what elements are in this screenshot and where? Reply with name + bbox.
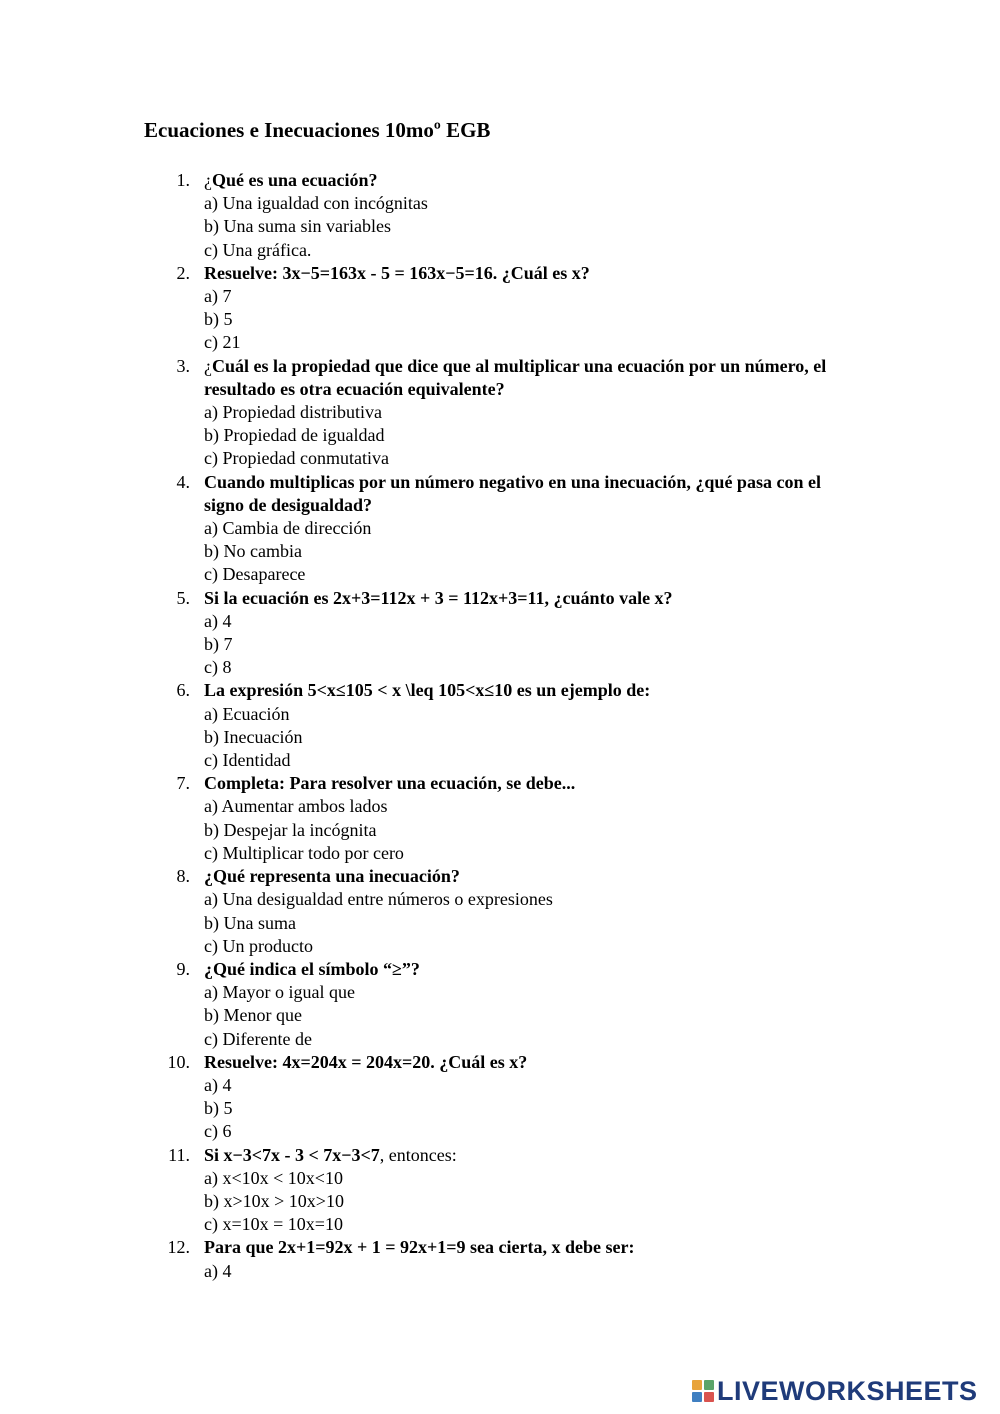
answer-option: b) No cambia (204, 541, 302, 562)
question-item (0, 587, 1000, 680)
answer-option: b) 5 (204, 1098, 233, 1119)
question-body: ¿Qué indica el símbolo “≥”? (204, 958, 420, 979)
question-number: 7. (176, 773, 190, 794)
answer-option: a) Propiedad distributiva (204, 402, 382, 423)
answer-option: b) Inecuación (204, 726, 303, 747)
question-number: 6. (176, 680, 190, 701)
question-number: 1. (176, 170, 190, 190)
question-text (204, 471, 844, 517)
question-body: La expresión 5<x≤105 < x \leq 105<x≤10 es un ejemplo de: (204, 680, 651, 701)
answer-option: b) 5 (204, 309, 233, 330)
question-text (204, 355, 844, 401)
question-number: 9. (176, 958, 190, 979)
question-body: Resuelve: 3x−5=163x - 5 = 163x−5=16. ¿Cuál es x? (204, 262, 590, 283)
answer-option: c) Identidad (204, 750, 291, 771)
question-suffix: , entonces: (379, 1144, 457, 1165)
answer-option: b) Propiedad de igualdad (204, 425, 385, 446)
question-body: Cuando multiplicas por un número negativo en una inecuación, ¿qué pasa con el signo de desigualdad? (204, 471, 821, 515)
liveworksheets-logo-icon (692, 1380, 714, 1402)
question-text (204, 772, 844, 795)
answer-option: c) Desaparece (204, 564, 306, 585)
answer-option: c) Multiplicar todo por cero (204, 842, 404, 863)
answer-option: a) 4 (204, 1260, 232, 1281)
question-number: 4. (176, 471, 190, 492)
question-text (204, 1051, 844, 1074)
answer-option: b) 7 (204, 634, 233, 655)
question-text (204, 1144, 844, 1167)
question-text (204, 958, 844, 981)
question-item (0, 355, 1000, 471)
answer-option: a) x<10x < 10x<10 (204, 1167, 343, 1188)
question-body: Cuál es la propiedad que dice que al multiplicar una ecuación por un número, el resultado es otra ecuación equivalente? (204, 355, 827, 399)
question-item (0, 1236, 1000, 1282)
question-text (204, 865, 844, 888)
answer-option: b) Una suma sin variables (204, 216, 391, 237)
answer-option: c) 21 (204, 332, 241, 353)
question-prefix: ¿ (204, 355, 212, 376)
question-number: 10. (167, 1051, 190, 1072)
answer-option: c) 8 (204, 657, 232, 678)
question-body: Resuelve: 4x=204x = 204x=20. ¿Cuál es x? (204, 1051, 528, 1072)
answer-option: b) Menor que (204, 1005, 302, 1026)
question-body: Para que 2x+1=92x + 1 = 92x+1=9 sea cierta, x debe ser: (204, 1237, 635, 1258)
answer-option: a) Una desigualdad entre números o expresiones (204, 889, 553, 910)
question-text (204, 1236, 844, 1259)
question-body: Completa: Para resolver una ecuación, se debe... (204, 773, 576, 794)
question-number: 8. (176, 866, 190, 887)
question-number: 5. (176, 587, 190, 608)
question-body: ¿Qué representa una inecuación? (204, 866, 460, 887)
answer-option: c) Una gráfica. (204, 239, 312, 260)
answer-option: c) Propiedad conmutativa (204, 448, 389, 469)
question-prefix: ¿ (204, 170, 212, 190)
answer-option: a) Una igualdad con incógnitas (204, 193, 428, 214)
page-title: Ecuaciones e Inecuaciones 10moº EGB (144, 118, 491, 142)
answer-option: a) Ecuación (204, 703, 290, 724)
question-item (0, 169, 1000, 262)
answer-option: a) 4 (204, 1074, 232, 1095)
question-item (0, 1144, 1000, 1237)
answer-option: c) 6 (204, 1121, 232, 1142)
question-item (0, 958, 1000, 1051)
answer-option: a) 4 (204, 610, 232, 631)
brand-name: LIVEWORKSHEETS (717, 1375, 978, 1406)
question-item (0, 679, 1000, 772)
question-number: 2. (176, 262, 190, 283)
question-number: 11. (168, 1144, 190, 1165)
question-number: 3. (176, 355, 190, 376)
question-text (204, 587, 844, 610)
question-body: Qué es una ecuación? (212, 170, 378, 190)
question-text (204, 169, 844, 192)
question-item (0, 865, 1000, 958)
answer-option: c) Un producto (204, 935, 313, 956)
question-list (0, 169, 1000, 1283)
question-item (0, 471, 1000, 587)
answer-option: b) Despejar la incógnita (204, 819, 377, 840)
answer-option: a) Mayor o igual que (204, 982, 355, 1003)
footer-logo (692, 1374, 978, 1408)
answer-option: a) Aumentar ambos lados (204, 796, 388, 817)
question-text (204, 262, 844, 285)
question-item (0, 262, 1000, 355)
answer-option: c) Diferente de (204, 1028, 312, 1049)
answer-option: c) x=10x = 10x=10 (204, 1214, 343, 1235)
question-body: Si la ecuación es 2x+3=112x + 3 = 112x+3=11, ¿cuánto vale x? (204, 587, 673, 608)
answer-option: a) 7 (204, 286, 232, 307)
question-number: 12. (167, 1237, 190, 1258)
question-item (0, 1051, 1000, 1144)
answer-option: a) Cambia de dirección (204, 518, 372, 539)
question-text (204, 679, 844, 702)
question-body: Si x−3<7x - 3 < 7x−3<7 (204, 1144, 380, 1165)
answer-option: b) x>10x > 10x>10 (204, 1190, 344, 1211)
answer-option: b) Una suma (204, 912, 296, 933)
question-item (0, 772, 1000, 865)
